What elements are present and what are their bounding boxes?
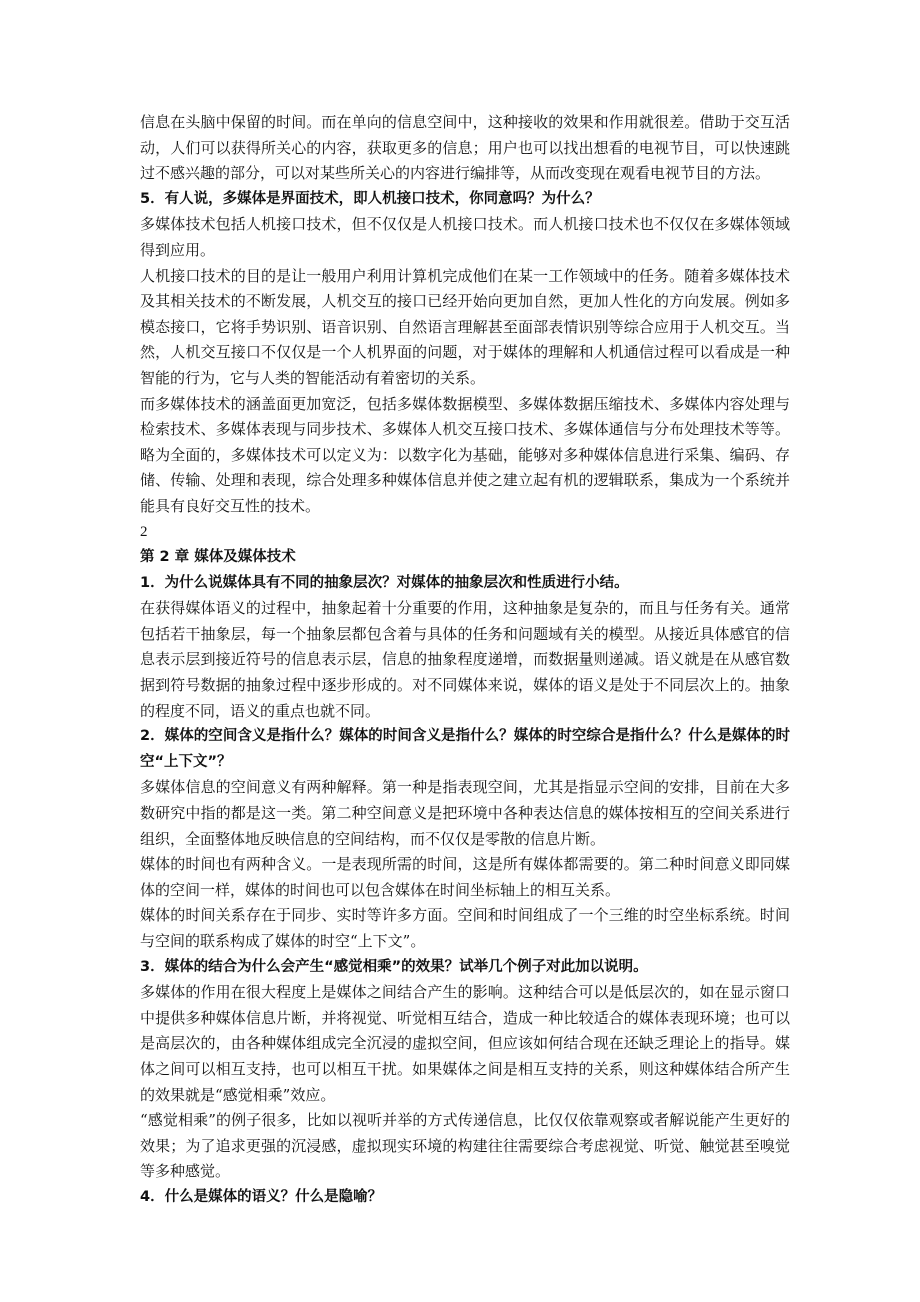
body-paragraph: 媒体的时间关系存在于同步、实时等许多方面。空间和时间组成了一个三维的时空坐标系统。时间与空间的联系构成了媒体的时空“上下文”。 [140,906,790,950]
document-page [140,110,790,1211]
body-paragraph: 人机接口技术的目的是让一般用户利用计算机完成他们在某一工作领域中的任务。随着多媒体技术及其相关技术的不断发展，人机交互的接口已经开始向更加自然，更加人性化的方向发展。例如多模态接口，它将手势识别、语音识别、自然语言理解甚至面部表情识别等综合应用于人机交互。当然，人机交互接口不仅仅是一个人机界面的问题，对于媒体的理解和人机通信过程可以看成是一种智能的行为，它与人类的智能活动有着密切的关系。 [140,266,790,387]
body-paragraph: “感觉相乘”的例子很多，比如以视听并举的方式传递信息，比仅仅依靠观察或者解说能产生更好的效果；为了追求更强的沉浸感，虚拟现实环境的构建往往需要综合考虑视觉、听觉、触觉甚至嗅觉等多种感觉。 [140,1111,790,1181]
question-heading: 1．为什么说媒体具有不同的抽象层次？对媒体的抽象层次和性质进行小结。 [140,574,629,591]
question-heading: 5．有人说，多媒体是界面技术，即人机接口技术，你同意吗？为什么？ [140,190,600,207]
body-paragraph: 信息在头脑中保留的时间。而在单向的信息空间中，这种接收的效果和作用就很差。借助于交互活动，人们可以获得所关心的内容，获取更多的信息；用户也可以找出想看的电视节目，可以快速跳过不感兴趣的部分，可以对某些所关心的内容进行编排等，从而改变现在观看电视节目的方法。 [140,113,790,183]
body-paragraph: 多媒体技术包括人机接口技术，但不仅仅是人机接口技术。而人机接口技术也不仅仅在多媒体领域得到应用。 [140,215,790,259]
question-heading: 4．什么是媒体的语义？什么是隐喻？ [140,1188,383,1205]
question-heading: 3．媒体的结合为什么会产生“感觉相乘”的效果？试举几个例子对此加以说明。 [140,958,648,975]
body-paragraph: 媒体的时间也有两种含义。一是表现所需的时间，这是所有媒体都需要的。第二种时间意义即同媒体的空间一样，媒体的时间也可以包含媒体在时间坐标轴上的相互关系。 [140,855,790,899]
body-paragraph: 多媒体信息的空间意义有两种解释。第一种是指表现空间，尤其是指显示空间的安排，目前在大多数研究中指的都是这一类。第二种空间意义是把环境中各种表达信息的媒体按相互的空间关系进行组织，全面整体地反映信息的空间结构，而不仅仅是零散的信息片断。 [140,778,790,848]
body-paragraph: 在获得媒体语义的过程中，抽象起着十分重要的作用，这种抽象是复杂的，而且与任务有关。通常包括若干抽象层，每一个抽象层都包含着与具体的任务和问题域有关的模型。从接近具体感官的信息表示层到接近符号的信息表示层，信息的抽象程度递增，而数据量则递减。语义就是在从感官数据到符号数据的抽象过程中逐步形成的。对不同媒体来说，媒体的语义是处于不同层次上的。抽象的程度不同，语义的重点也就不同。 [140,599,790,720]
page-number: 2 [140,523,148,540]
chapter-title: 第 2 章 媒体及媒体技术 [140,549,296,566]
question-heading: 2．媒体的空间含义是指什么？媒体的时间含义是指什么？媒体的时空综合是指什么？什么是媒体的时空“上下文”？ [140,728,790,770]
body-paragraph: 而多媒体技术的涵盖面更加宽泛，包括多媒体数据模型、多媒体数据压缩技术、多媒体内容处理与检索技术、多媒体表现与同步技术、多媒体人机交互接口技术、多媒体通信与分布处理技术等等。略为全面的，多媒体技术可以定义为：以数字化为基础，能够对多种媒体信息进行采集、编码、存储、传输、处理和表现，综合处理多种媒体信息并使之建立起有机的逻辑联系，集成为一个系统并能具有良好交互性的技术。 [140,394,790,515]
body-paragraph: 多媒体的作用在很大程度上是媒体之间结合产生的影响。这种结合可以是低层次的，如在显示窗口中提供多种媒体信息片断，并将视觉、听觉相互结合，造成一种比较适合的媒体表现环境；也可以是高层次的，由各种媒体组成完全沉浸的虚拟空间，但应该如何结合现在还缺乏理论上的指导。媒体之间可以相互支持，也可以相互干扰。如果媒体之间是相互支持的关系，则这种媒体结合所产生的效果就是“感觉相乘”效应。 [140,983,790,1104]
